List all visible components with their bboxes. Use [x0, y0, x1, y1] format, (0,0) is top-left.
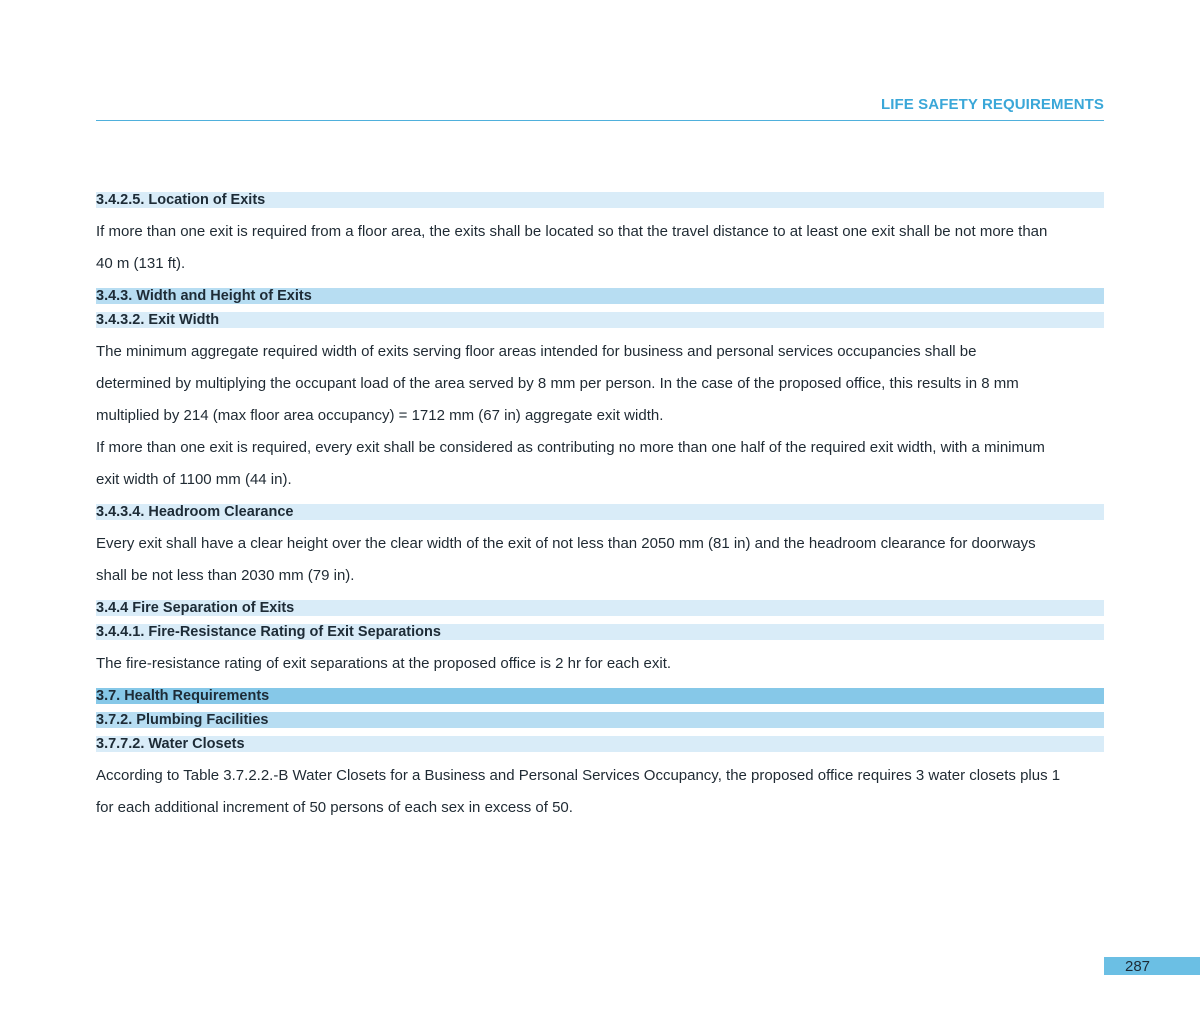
paragraph-line: If more than one exit is required, every exit shall be considered as contributing no more than one half of the required exit width, with a minimum [96, 439, 1045, 456]
paragraph-line: If more than one exit is required from a floor area, the exits shall be located so that the travel distance to at least one exit shall be not more than [96, 223, 1048, 240]
heading-location-of-exits: 3.4.2.5. Location of Exits [96, 192, 1104, 208]
running-header-title: LIFE SAFETY REQUIREMENTS [881, 96, 1104, 113]
heading-water-closets: 3.7.7.2. Water Closets [96, 736, 1104, 752]
paragraph-line: The minimum aggregate required width of exits serving floor areas intended for business and personal services occupancies shall be [96, 343, 977, 360]
paragraph-line: shall be not less than 2030 mm (79 in). [96, 567, 355, 584]
paragraph-line: for each additional increment of 50 persons of each sex in excess of 50. [96, 799, 573, 816]
heading-exit-width: 3.4.3.2. Exit Width [96, 312, 1104, 328]
paragraph-line: According to Table 3.7.2.2.-B Water Closets for a Business and Personal Services Occupancy, the proposed office requires 3 water closets plus 1 [96, 767, 1061, 784]
paragraph-line: The fire-resistance rating of exit separations at the proposed office is 2 hr for each exit. [96, 655, 672, 672]
paragraph-line: determined by multiplying the occupant load of the area served by 8 mm per person. In the case of the proposed office, this results in 8 mm [96, 375, 1019, 392]
heading-fire-resistance-rating: 3.4.4.1. Fire-Resistance Rating of Exit Separations [96, 624, 1104, 640]
document-body [96, 184, 1104, 824]
paragraph-line: Every exit shall have a clear height over the clear width of the exit of not less than 2050 mm (81 in) and the headroom clearance for doorways [96, 535, 1036, 552]
heading-fire-separation-of-exits: 3.4.4 Fire Separation of Exits [96, 600, 1104, 616]
heading-health-requirements: 3.7. Health Requirements [96, 688, 1104, 704]
heading-plumbing-facilities: 3.7.2. Plumbing Facilities [96, 712, 1104, 728]
heading-headroom-clearance: 3.4.3.4. Headroom Clearance [96, 504, 1104, 520]
paragraph-line: 40 m (131 ft). [96, 255, 186, 272]
paragraph-line: exit width of 1100 mm (44 in). [96, 471, 292, 488]
paragraph-line: multiplied by 214 (max floor area occupancy) = 1712 mm (67 in) aggregate exit width. [96, 407, 664, 424]
page-header [96, 92, 1104, 121]
page-number: 287 [1104, 957, 1200, 975]
heading-width-height-of-exits: 3.4.3. Width and Height of Exits [96, 288, 1104, 304]
